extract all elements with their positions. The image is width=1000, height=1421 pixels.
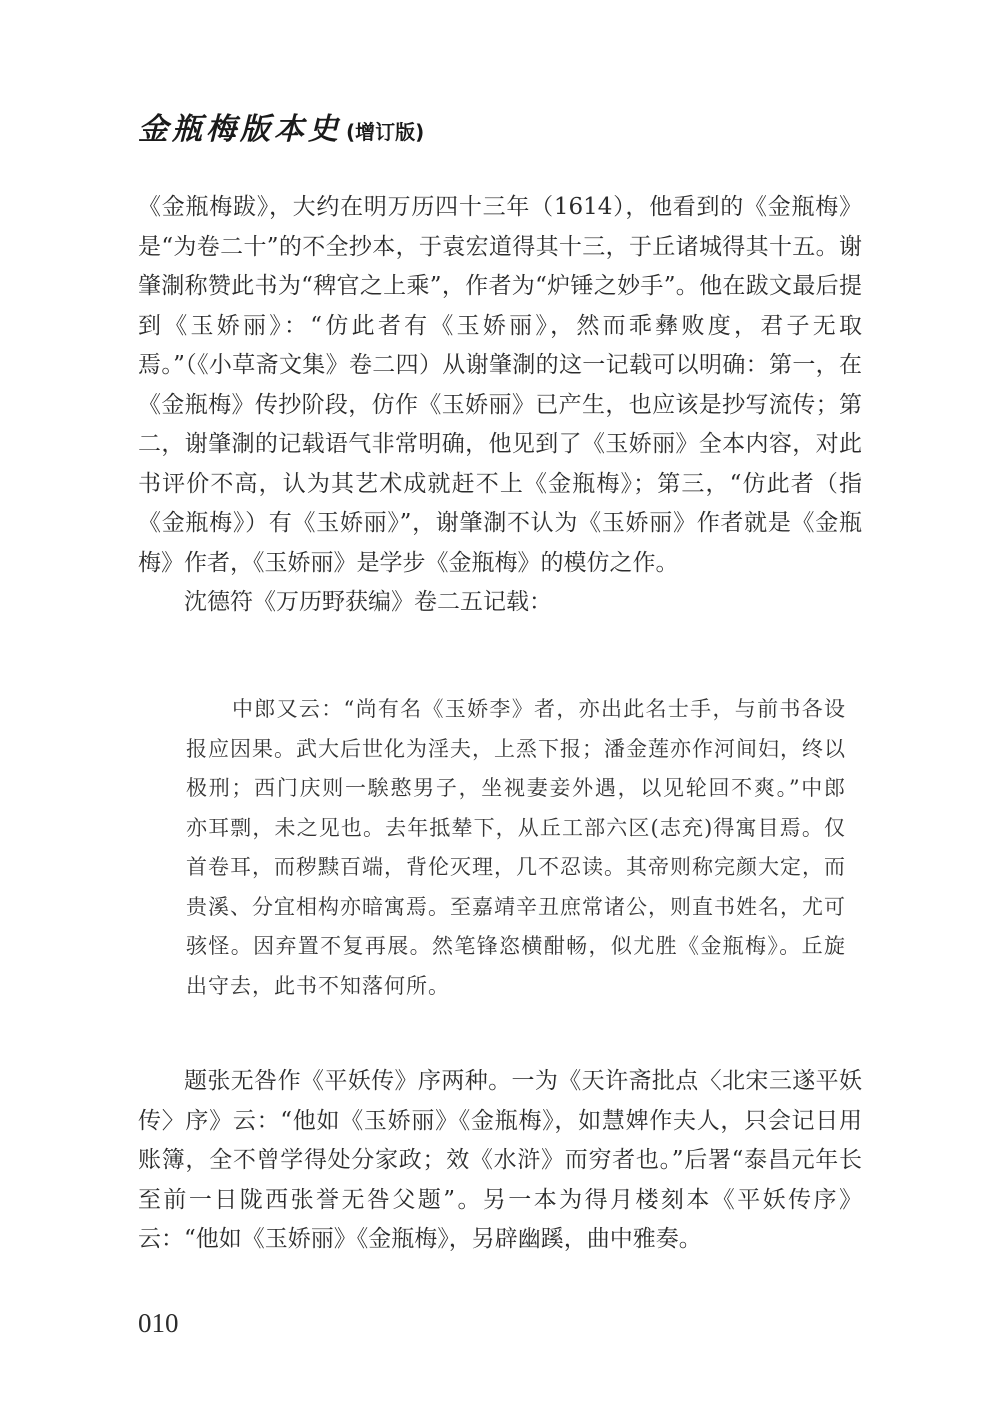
main-text-block-2 xyxy=(138,1062,862,1260)
running-header xyxy=(138,104,425,147)
paragraph-1: 《金瓶梅跋》，大约在明万历四十三年（1614），他看到的《金瓶梅》是“为卷二十”的不全抄本，于袁宏道得其十三，于丘诸城得其十五。谢肇淛称赞此书为“稗官之上乘”，作者为“炉锤之妙手”。他在跋文最后提到《玉娇丽》：“仿此者有《玉娇丽》，然而乖彝败度，君子无取焉。”（《小草斋文集》卷二四）从谢肇淛的这一记载可以明确：第一，在《金瓶梅》传抄阶段，仿作《玉娇丽》已产生，也应该是抄写流传；第二，谢肇淛的记载语气非常明确，他见到了《玉娇丽》全本内容，对此书评价不高，认为其艺术成就赶不上《金瓶梅》；第三，“仿此者（指《金瓶梅》）有《玉娇丽》”，谢肇淛不认为《玉娇丽》作者就是《金瓶梅》作者，《玉娇丽》是学步《金瓶梅》的模仿之作。 xyxy=(138,194,862,576)
page-number: 010 xyxy=(138,1308,179,1338)
paragraph-2: 沈德符《万历野获编》卷二五记载： xyxy=(184,589,552,615)
book-edition: (增订版) xyxy=(346,120,425,144)
paragraph-3: 题张无咎作《平妖传》序两种。一为《天许斋批点〈北宋三遂平妖传〉序》云：“他如《玉娇丽》《金瓶梅》，如慧婢作夫人，只会记日用账簿，全不曾学得处分家政；效《水浒》而穷者也。”后署“泰昌元年长至前一日陇西张誉无咎父题”。另一本为得月楼刻本《平妖传序》云：“他如《玉娇丽》《金瓶梅》，另辟幽蹊，曲中雅奏。 xyxy=(138,1068,862,1252)
quote-text: 中郎又云：“尚有名《玉娇李》者，亦出此名士手，与前书各设报应因果。武大后世化为淫夫，上烝下报；潘金莲亦作河间妇，终以极刑；西门庆则一騃憨男子，坐视妻妾外遇，以见轮回不爽。”中郎亦耳剽，未之见也。去年抵辇下，从丘工部六区(志充)得寓目焉。仅首卷耳，而秽黩百端，背伦灭理，几不忍读。其帝则称完颜大定，而贵溪、分宜相构亦暗寓焉。至嘉靖辛丑庶常诸公，则直书姓名，尤可骇怪。因弃置不复再展。然笔锋恣横酣畅，似尤胜《金瓶梅》。丘旋出守去，此书不知落何所。 xyxy=(186,697,846,998)
block-quote xyxy=(186,690,846,1006)
book-title: 金瓶梅版本史 xyxy=(138,112,342,147)
main-text-block xyxy=(138,188,862,623)
